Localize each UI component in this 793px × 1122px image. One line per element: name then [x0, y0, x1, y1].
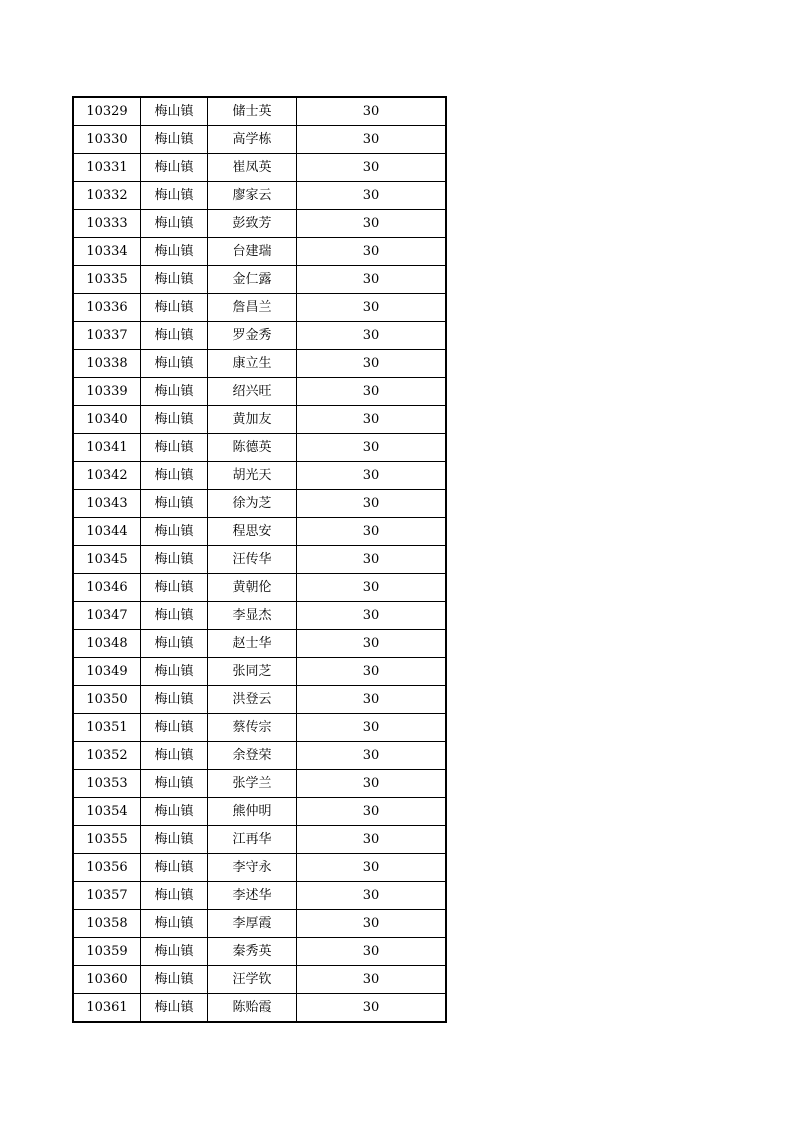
- cell-id: 10335: [73, 266, 141, 294]
- cell-amount: 30: [297, 910, 447, 938]
- cell-amount: 30: [297, 770, 447, 798]
- cell-name: 汪传华: [208, 546, 297, 574]
- cell-amount: 30: [297, 406, 447, 434]
- cell-town: 梅山镇: [141, 126, 208, 154]
- table-row: [73, 546, 446, 574]
- cell-amount: 30: [297, 574, 447, 602]
- cell-town: 梅山镇: [141, 238, 208, 266]
- cell-amount: 30: [297, 742, 447, 770]
- table-row: [73, 602, 446, 630]
- cell-name: 崔凤英: [208, 154, 297, 182]
- cell-amount: 30: [297, 938, 447, 966]
- cell-amount: 30: [297, 630, 447, 658]
- cell-name: 储士英: [208, 97, 297, 126]
- cell-id: 10348: [73, 630, 141, 658]
- cell-amount: 30: [297, 714, 447, 742]
- cell-id: 10333: [73, 210, 141, 238]
- table-row: [73, 826, 446, 854]
- cell-name: 秦秀英: [208, 938, 297, 966]
- cell-name: 洪登云: [208, 686, 297, 714]
- table-row: [73, 210, 446, 238]
- cell-town: 梅山镇: [141, 966, 208, 994]
- cell-id: 10343: [73, 490, 141, 518]
- cell-id: 10334: [73, 238, 141, 266]
- cell-id: 10354: [73, 798, 141, 826]
- table-row: [73, 994, 446, 1023]
- table-row: [73, 798, 446, 826]
- table-row: [73, 714, 446, 742]
- cell-town: 梅山镇: [141, 97, 208, 126]
- cell-amount: 30: [297, 238, 447, 266]
- cell-amount: 30: [297, 826, 447, 854]
- cell-id: 10342: [73, 462, 141, 490]
- table-row: [73, 910, 446, 938]
- cell-name: 李守永: [208, 854, 297, 882]
- cell-town: 梅山镇: [141, 910, 208, 938]
- cell-amount: 30: [297, 602, 447, 630]
- cell-amount: 30: [297, 658, 447, 686]
- cell-town: 梅山镇: [141, 210, 208, 238]
- table-row: [73, 434, 446, 462]
- cell-town: 梅山镇: [141, 406, 208, 434]
- cell-town: 梅山镇: [141, 714, 208, 742]
- cell-name: 彭致芳: [208, 210, 297, 238]
- cell-town: 梅山镇: [141, 574, 208, 602]
- table-row: [73, 97, 446, 126]
- cell-amount: 30: [297, 854, 447, 882]
- cell-town: 梅山镇: [141, 518, 208, 546]
- table-row: [73, 854, 446, 882]
- cell-name: 江再华: [208, 826, 297, 854]
- cell-amount: 30: [297, 182, 447, 210]
- cell-id: 10346: [73, 574, 141, 602]
- cell-name: 陈贻霞: [208, 994, 297, 1023]
- cell-id: 10340: [73, 406, 141, 434]
- cell-id: 10358: [73, 910, 141, 938]
- cell-amount: 30: [297, 97, 447, 126]
- cell-town: 梅山镇: [141, 826, 208, 854]
- cell-amount: 30: [297, 966, 447, 994]
- cell-id: 10338: [73, 350, 141, 378]
- cell-id: 10331: [73, 154, 141, 182]
- table-row: [73, 378, 446, 406]
- cell-town: 梅山镇: [141, 770, 208, 798]
- cell-id: 10349: [73, 658, 141, 686]
- cell-id: 10350: [73, 686, 141, 714]
- cell-name: 汪学钦: [208, 966, 297, 994]
- cell-town: 梅山镇: [141, 686, 208, 714]
- table-row: [73, 462, 446, 490]
- cell-town: 梅山镇: [141, 434, 208, 462]
- cell-amount: 30: [297, 126, 447, 154]
- cell-town: 梅山镇: [141, 322, 208, 350]
- cell-amount: 30: [297, 210, 447, 238]
- table-row: [73, 126, 446, 154]
- cell-town: 梅山镇: [141, 546, 208, 574]
- cell-id: 10344: [73, 518, 141, 546]
- cell-name: 高学栋: [208, 126, 297, 154]
- cell-amount: 30: [297, 994, 447, 1023]
- cell-name: 廖家云: [208, 182, 297, 210]
- cell-name: 罗金秀: [208, 322, 297, 350]
- cell-amount: 30: [297, 798, 447, 826]
- cell-town: 梅山镇: [141, 294, 208, 322]
- cell-amount: 30: [297, 294, 447, 322]
- cell-name: 徐为芝: [208, 490, 297, 518]
- cell-id: 10360: [73, 966, 141, 994]
- cell-amount: 30: [297, 490, 447, 518]
- cell-name: 康立生: [208, 350, 297, 378]
- cell-town: 梅山镇: [141, 154, 208, 182]
- cell-id: 10357: [73, 882, 141, 910]
- cell-id: 10341: [73, 434, 141, 462]
- cell-name: 李厚霞: [208, 910, 297, 938]
- roster-table: [72, 96, 447, 1023]
- cell-id: 10336: [73, 294, 141, 322]
- cell-name: 张同芝: [208, 658, 297, 686]
- cell-amount: 30: [297, 882, 447, 910]
- cell-id: 10329: [73, 97, 141, 126]
- cell-id: 10353: [73, 770, 141, 798]
- table-row: [73, 490, 446, 518]
- cell-name: 陈德英: [208, 434, 297, 462]
- cell-name: 熊仲明: [208, 798, 297, 826]
- cell-name: 张学兰: [208, 770, 297, 798]
- table-row: [73, 238, 446, 266]
- cell-name: 绍兴旺: [208, 378, 297, 406]
- cell-town: 梅山镇: [141, 462, 208, 490]
- cell-town: 梅山镇: [141, 798, 208, 826]
- cell-id: 10352: [73, 742, 141, 770]
- table-row: [73, 294, 446, 322]
- cell-town: 梅山镇: [141, 266, 208, 294]
- cell-amount: 30: [297, 518, 447, 546]
- cell-id: 10359: [73, 938, 141, 966]
- cell-amount: 30: [297, 322, 447, 350]
- cell-name: 余登荣: [208, 742, 297, 770]
- cell-id: 10361: [73, 994, 141, 1023]
- cell-amount: 30: [297, 462, 447, 490]
- cell-name: 黄加友: [208, 406, 297, 434]
- table-row: [73, 770, 446, 798]
- cell-name: 蔡传宗: [208, 714, 297, 742]
- cell-amount: 30: [297, 378, 447, 406]
- cell-id: 10339: [73, 378, 141, 406]
- cell-town: 梅山镇: [141, 602, 208, 630]
- cell-id: 10337: [73, 322, 141, 350]
- cell-name: 胡光天: [208, 462, 297, 490]
- cell-name: 李显杰: [208, 602, 297, 630]
- table-row: [73, 658, 446, 686]
- cell-id: 10332: [73, 182, 141, 210]
- cell-name: 金仁露: [208, 266, 297, 294]
- table-row: [73, 518, 446, 546]
- cell-id: 10347: [73, 602, 141, 630]
- cell-amount: 30: [297, 350, 447, 378]
- table-row: [73, 742, 446, 770]
- cell-name: 黄朝伦: [208, 574, 297, 602]
- cell-amount: 30: [297, 266, 447, 294]
- cell-amount: 30: [297, 686, 447, 714]
- table-row: [73, 406, 446, 434]
- cell-amount: 30: [297, 546, 447, 574]
- table-row: [73, 182, 446, 210]
- table-row: [73, 966, 446, 994]
- table-row: [73, 882, 446, 910]
- cell-name: 詹昌兰: [208, 294, 297, 322]
- cell-town: 梅山镇: [141, 182, 208, 210]
- cell-name: 台建瑞: [208, 238, 297, 266]
- table-row: [73, 322, 446, 350]
- table-row: [73, 938, 446, 966]
- table-row: [73, 630, 446, 658]
- cell-town: 梅山镇: [141, 490, 208, 518]
- cell-town: 梅山镇: [141, 350, 208, 378]
- cell-id: 10355: [73, 826, 141, 854]
- cell-town: 梅山镇: [141, 378, 208, 406]
- table-row: [73, 154, 446, 182]
- cell-town: 梅山镇: [141, 658, 208, 686]
- table-row: [73, 266, 446, 294]
- roster-table-body: [73, 97, 446, 1022]
- table-row: [73, 574, 446, 602]
- cell-town: 梅山镇: [141, 742, 208, 770]
- cell-id: 10345: [73, 546, 141, 574]
- cell-name: 李述华: [208, 882, 297, 910]
- cell-town: 梅山镇: [141, 994, 208, 1023]
- cell-town: 梅山镇: [141, 630, 208, 658]
- cell-id: 10356: [73, 854, 141, 882]
- cell-id: 10330: [73, 126, 141, 154]
- cell-id: 10351: [73, 714, 141, 742]
- table-row: [73, 686, 446, 714]
- cell-name: 程思安: [208, 518, 297, 546]
- cell-amount: 30: [297, 154, 447, 182]
- cell-name: 赵士华: [208, 630, 297, 658]
- cell-town: 梅山镇: [141, 882, 208, 910]
- table-row: [73, 350, 446, 378]
- cell-amount: 30: [297, 434, 447, 462]
- cell-town: 梅山镇: [141, 938, 208, 966]
- cell-town: 梅山镇: [141, 854, 208, 882]
